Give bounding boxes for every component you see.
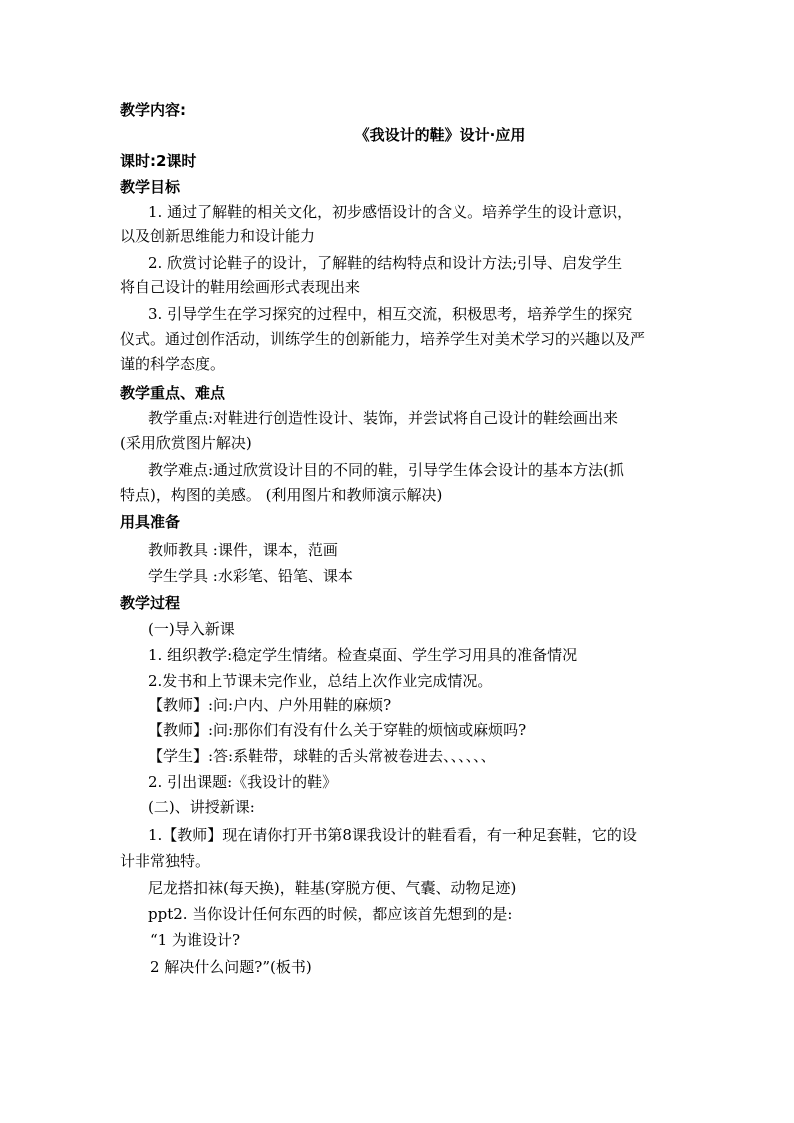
process-line: 2 解决什么问题?”(板书): [150, 958, 312, 976]
process-line: 2. 引出课题:《我设计的鞋》: [148, 773, 338, 791]
objective-line: 仪式。通过创作活动，训练学生的创新能力，培养学生对美术学习的兴趣以及严: [120, 330, 646, 348]
material-line: 教师教具 :课件，课本，范画: [148, 541, 338, 559]
key-point-line: 教学难点:通过欣赏设计目的不同的鞋，引导学生体会设计的基本方法(抓: [148, 461, 624, 479]
process-line: 计非常独特。: [120, 852, 211, 870]
process-line: 1.【教师】现在请你打开书第8课我设计的鞋看看，有一种足套鞋，它的设: [148, 826, 637, 844]
process-line: 1. 组织教学:稳定学生情绪。检查桌面、学生学习用具的准备情况: [148, 646, 578, 664]
key-point-line: 教学重点:对鞋进行创造性设计、装饰，并尝试将自己设计的鞋绘画出来: [148, 409, 619, 427]
process-line: 【教师】:问:户内、户外用鞋的麻烦?: [148, 696, 392, 714]
document-title: 《我设计的鞋》设计·应用: [354, 126, 526, 144]
process-heading: 教学过程: [120, 594, 181, 612]
process-line: “1 为谁设计?: [150, 931, 241, 949]
process-line: (一)导入新课: [148, 620, 235, 638]
objective-line: 以及创新思维能力和设计能力: [120, 227, 316, 245]
objective-line: 1. 通过了解鞋的相关文化，初步感悟设计的含义。培养学生的设计意识，: [148, 203, 633, 221]
process-line: 2.发书和上节课未完作业，总结上次作业完成情况。: [148, 672, 493, 690]
objective-line: 3. 引导学生在学习探究的过程中，相互交流，积极思考，培养学生的探究: [148, 305, 633, 323]
process-line: 【学生】:答:系鞋带，球鞋的舌头常被卷进去、、、、、、: [148, 747, 496, 765]
process-line: 【教师】:问:那你们有没有什么关于穿鞋的烦恼或麻烦吗?: [148, 721, 527, 739]
key-point-line: (采用欣赏图片解决): [120, 434, 252, 452]
objective-line: 将自己设计的鞋用绘画形式表现出来: [120, 278, 361, 296]
key-points-heading: 教学重点、难点: [120, 384, 226, 402]
materials-heading: 用具准备: [120, 513, 181, 531]
material-line: 学生学具 :水彩笔、铅笔、课本: [148, 567, 353, 585]
content-heading: 教学内容:: [120, 101, 186, 119]
process-line: ppt2. 当你设计任何东西的时候，都应该首先想到的是:: [148, 905, 513, 923]
process-line: (二)、讲授新课:: [148, 798, 255, 816]
key-point-line: 特点)，构图的美感。 (利用图片和教师演示解决): [120, 486, 443, 504]
process-line: 尼龙搭扣袜(每天换)，鞋基(穿脱方便、气囊、动物足迹): [148, 879, 517, 897]
objectives-heading: 教学目标: [120, 178, 181, 196]
class-hours: 课时:2课时: [120, 152, 197, 170]
objective-line: 谨的科学态度。: [120, 355, 226, 373]
objective-line: 2. 欣赏讨论鞋子的设计，了解鞋的结构特点和设计方法;引导、启发学生: [148, 254, 623, 272]
